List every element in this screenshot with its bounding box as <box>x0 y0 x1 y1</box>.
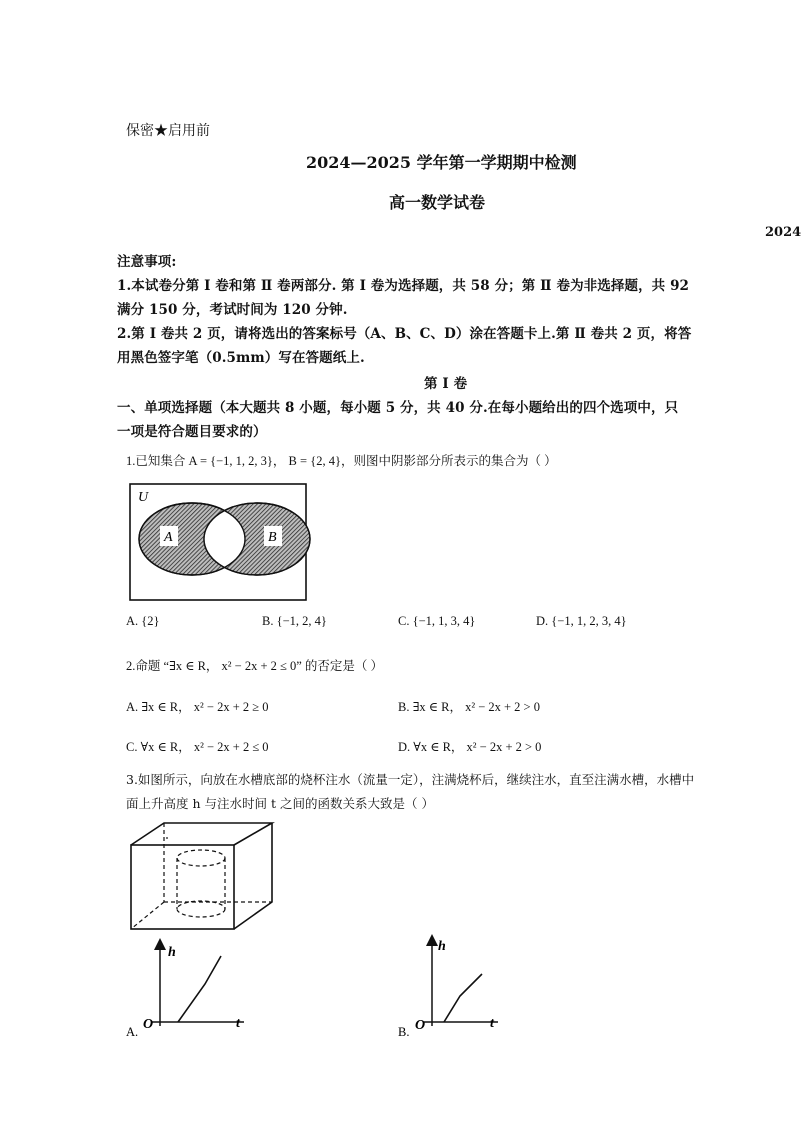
beaker-bottom <box>177 901 225 917</box>
section-line-1: 一、单项选择题（本大题共 8 小题，每小题 5 分，共 40 分.在每小题给出的四个选项中，只 <box>117 400 679 416</box>
section-line-2: 一项是符合题目要求的） <box>117 424 267 440</box>
notes-line-4: 用黑色签字笔（0.5mm）写在答题纸上. <box>117 350 365 366</box>
q2-option-c[interactable]: C. ∀x ∈ R， x² − 2x + 2 ≤ 0 <box>126 740 269 754</box>
notes-heading: 注意事项: <box>117 254 177 270</box>
notes-line-1: 1.本试卷分第 Ⅰ 卷和第 Ⅱ 卷两部分. 第 Ⅰ 卷为选择题，共 58 分；第 Ⅱ 卷为非选择题，共 92 <box>117 278 690 294</box>
q1-option-d[interactable]: D. {−1, 1, 2, 3, 4} <box>536 614 627 628</box>
water-tank-figure <box>128 820 278 932</box>
q2-stem: 2.命题 “∃x ∈ R， x² − 2x + 2 ≤ 0” 的否定是（ ） <box>126 659 384 673</box>
graph-a-y-label: h <box>168 945 176 960</box>
q1-option-a[interactable]: A. {2} <box>126 614 160 628</box>
exam-subtitle: 高一数学试卷 <box>389 193 486 212</box>
notes-line-2: 满分 150 分，考试时间为 120 分钟. <box>117 302 348 318</box>
graph-b-y-label: h <box>438 939 446 954</box>
exam-title: 2024—2025 学年第一学期期中检测 <box>306 153 577 172</box>
secret-label: 保密★启用前 <box>126 123 210 139</box>
q3-line-2: 面上升高度 h 与注水时间 t 之间的函数关系大致是（ ） <box>126 796 434 811</box>
q1-option-b[interactable]: B. {−1, 2, 4} <box>262 614 327 628</box>
graph-b-curve <box>444 974 482 1022</box>
q3-line-1: 3.如图所示，向放在水槽底部的烧杯注水（流量一定），注满烧杯后，继续注水，直至注满水槽，水槽中 <box>126 772 695 787</box>
notes-line-3: 2.第 Ⅰ 卷共 2 页，请将选出的答案标号（A、B、C、D）涂在答题卡上.第 Ⅱ 卷共 2 页，将答 <box>117 326 692 342</box>
graph-a-option-label: A. <box>126 1025 139 1039</box>
q2-option-b[interactable]: B. ∃x ∈ R， x² − 2x + 2 > 0 <box>398 700 540 714</box>
universe-label: U <box>138 490 149 505</box>
q1-option-c[interactable]: C. {−1, 1, 3, 4} <box>398 614 476 628</box>
graph-b-origin: O <box>415 1018 426 1033</box>
q2-option-a[interactable]: A. ∃x ∈ R， x² − 2x + 2 ≥ 0 <box>126 700 269 714</box>
q1-stem: 1.已知集合 A = {−1, 1, 2, 3}， B = {2, 4}，则图中阴影部分所表示的集合为（ ） <box>126 454 557 468</box>
graph-a-origin: O <box>143 1017 154 1032</box>
graph-b-x-label: t <box>490 1016 494 1031</box>
graph-a-curve <box>178 956 221 1022</box>
exam-date: 2024 <box>765 225 801 240</box>
graph-a <box>126 940 256 1040</box>
volume-heading: 第 Ⅰ 卷 <box>424 376 468 392</box>
set-b-label: B <box>268 530 277 545</box>
venn-diagram <box>126 482 310 602</box>
graph-b <box>398 936 528 1040</box>
graph-a-x-label: t <box>236 1016 240 1031</box>
set-a-label: A <box>164 530 173 545</box>
q2-option-d[interactable]: D. ∀x ∈ R， x² − 2x + 2 > 0 <box>398 740 542 754</box>
graph-b-option-label: B. <box>398 1025 410 1039</box>
beaker-top <box>177 850 225 866</box>
